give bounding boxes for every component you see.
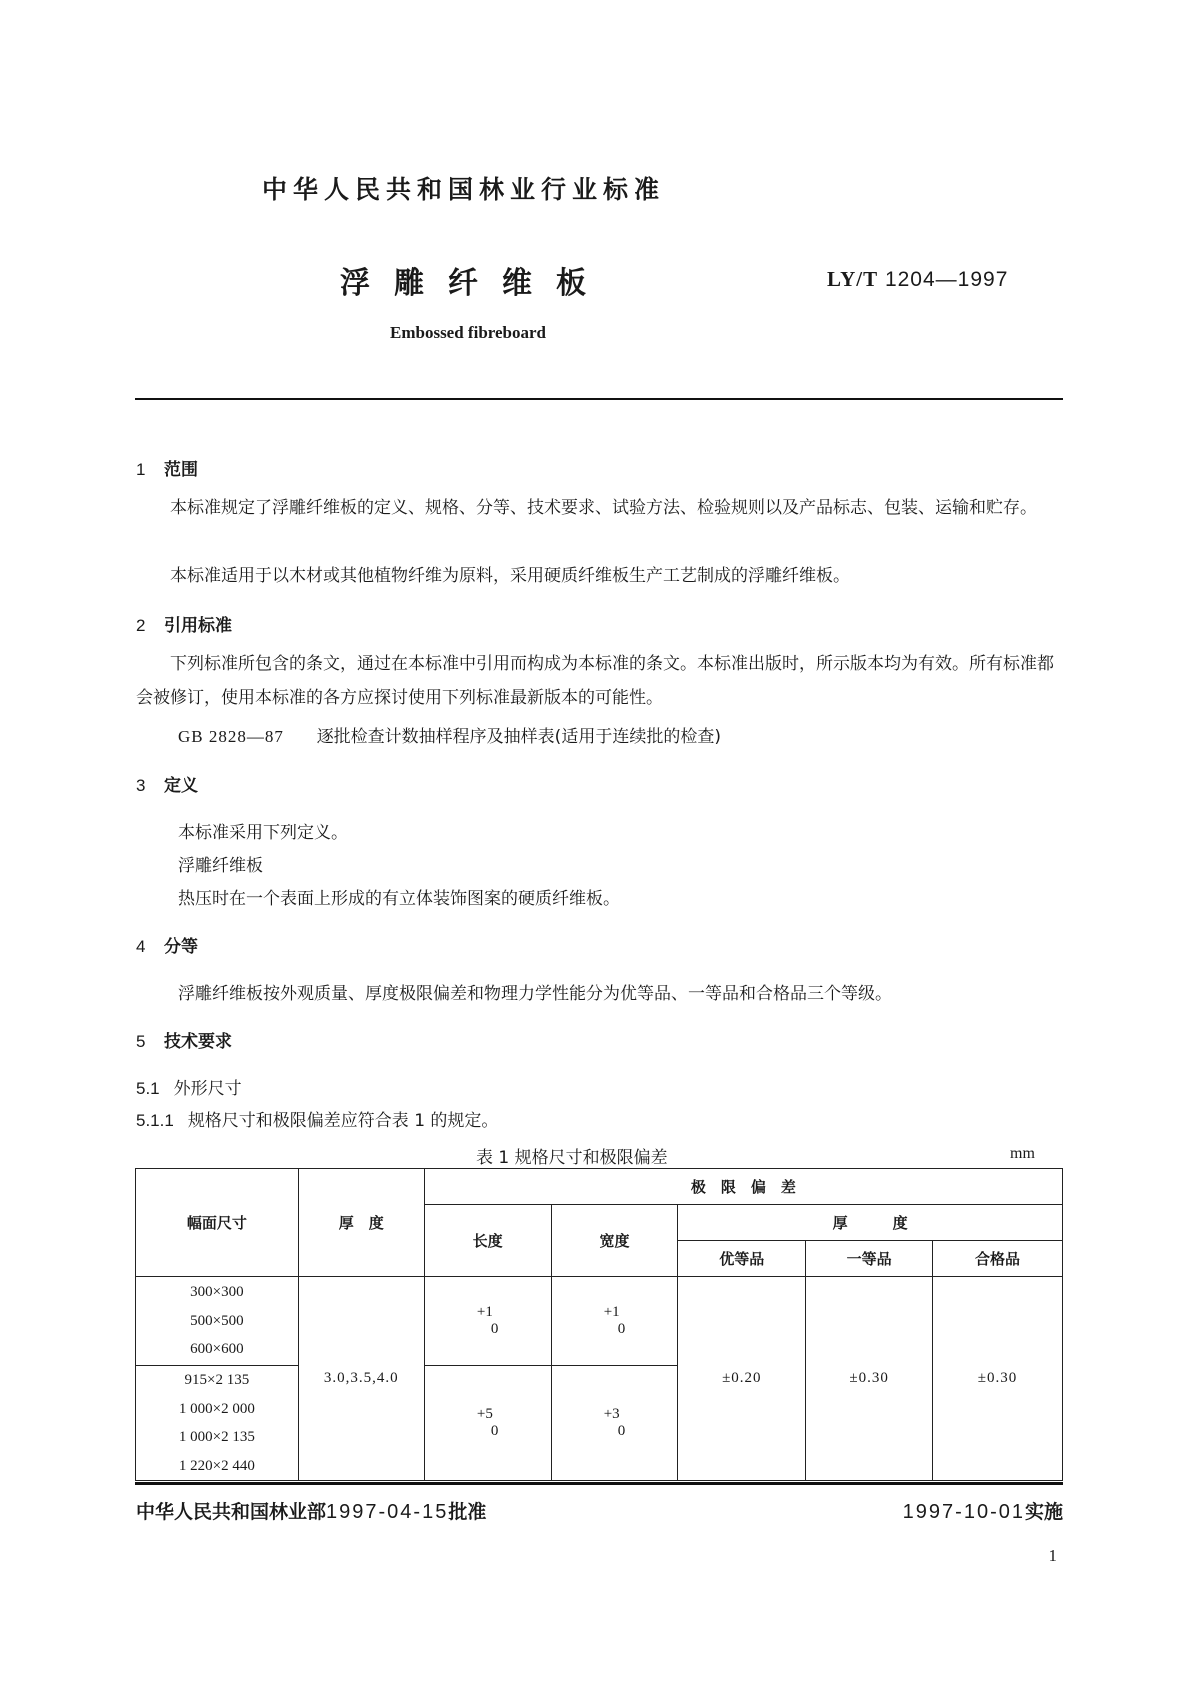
references-paragraph [136,647,1062,715]
section-number: 1 [136,460,146,479]
reference-item [178,722,721,747]
reference-title: 逐批检查计数抽样程序及抽样表(适用于连续批的检查) [316,727,721,747]
header-grade-qualified: 合格品 [933,1241,1063,1277]
section-number: 2 [136,616,146,635]
thickness-tolerance-first: ±0.30 [806,1277,933,1481]
document-title: 浮雕纤维板 [340,266,610,301]
english-subtitle: Embossed fibreboard [390,323,547,342]
footer-divider [135,1482,1063,1485]
approval-line [136,1497,486,1524]
approver: 中华人民共和国林业部 [136,1501,327,1523]
length-tolerance-cell [424,1277,551,1366]
header-thickness-group: 厚 度 [678,1205,1063,1241]
width-tolerance-cell [551,1366,678,1481]
subsection-5-1 [136,1074,242,1099]
section-heading-scope [136,455,198,480]
subsection-title: 外形尺寸 [173,1079,242,1099]
grading-paragraph: 浮雕纤维板按外观质量、厚度极限偏差和物理力学性能分为优等品、一等品和合格品三个等级。 [178,984,892,1004]
header-divider [135,398,1063,400]
definition-line-1: 本标准采用下列定义。 [178,823,348,843]
thickness-tolerance-qualified: ±0.30 [933,1277,1063,1481]
tolerance-lower: 0 [490,1321,499,1337]
section-title: 范围 [164,460,198,480]
reference-code: GB 2828—87 [178,727,284,746]
thickness-values-cell: 3.0,3.5,4.0 [298,1277,424,1481]
scope-paragraph-2 [136,559,1062,593]
paragraph-text: 本标准规定了浮雕纤维板的定义、规格、分等、技术要求、试验方法、检验规则以及产品标志、包装、运输和贮存。 [170,498,1037,518]
standard-body-heading: 中华人民共和国林业行业标准 [262,175,666,204]
subsection-title: 规格尺寸和极限偏差应符合表 1 的规定。 [187,1111,499,1131]
header-thickness: 厚 度 [298,1169,424,1277]
definition-term: 浮雕纤维板 [178,856,263,876]
size-value: 600×600 [190,1341,244,1358]
size-value: 1 000×2 135 [178,1429,255,1445]
header-tolerance-group: 极 限 偏 差 [424,1169,1062,1205]
header-length: 长度 [424,1205,551,1277]
standard-code-number: 1204—1997 [884,268,1009,291]
tolerance-lower: 0 [617,1321,626,1337]
definition-text: 热压时在一个表面上形成的有立体装饰图案的硬质纤维板。 [178,889,620,909]
section-number: 3 [136,776,146,795]
width-tolerance-cell [551,1277,678,1366]
section-title: 引用标准 [164,616,232,636]
approval-suffix: 批准 [448,1501,487,1523]
spec-table [135,1168,1063,1481]
standard-code-prefix: LY/T [827,267,879,291]
section-heading-references [136,611,232,636]
tolerance-upper: +3 [603,1406,620,1422]
section-heading-definitions [136,771,198,796]
size-value: 1 220×2 440 [178,1457,255,1474]
tolerance-lower: 0 [617,1423,626,1439]
header-width: 宽度 [551,1205,678,1277]
header-grade-superior: 优等品 [678,1241,806,1277]
size-value: 1 000×2 000 [178,1400,255,1417]
table-caption: 表 1 规格尺寸和极限偏差 [476,1148,668,1168]
length-tolerance-cell [424,1366,551,1481]
page-number: 1 [1048,1546,1057,1565]
table-unit: mm [1010,1145,1035,1162]
subsection-5-1-1 [136,1106,498,1131]
section-heading-grading [136,932,198,957]
scope-paragraph-1 [136,491,1062,525]
tolerance-upper: +1 [603,1304,620,1320]
header-size: 幅面尺寸 [136,1169,299,1277]
tolerance-upper: +5 [476,1406,493,1422]
section-heading-technical-requirements [136,1027,232,1052]
thickness-tolerance-superior: ±0.20 [678,1277,806,1481]
subsection-number: 5.1.1 [136,1111,174,1130]
section-title: 定义 [164,776,198,796]
table-row [136,1277,1063,1366]
section-title: 分等 [164,937,198,957]
paragraph-text: 下列标准所包含的条文，通过在本标准中引用而构成为本标准的条文。本标准出版时，所示版本均为有效。所有标准都会被修订，使用本标准的各方应探讨使用下列标准最新版本的可能性。 [136,654,1054,708]
subsection-number: 5.1 [136,1079,160,1098]
header-grade-first: 一等品 [806,1241,933,1277]
effective-line [903,1497,1063,1524]
paragraph-text: 本标准适用于以木材或其他植物纤维为原料，采用硬质纤维板生产工艺制成的浮雕纤维板。 [170,566,850,586]
tolerance-lower: 0 [490,1423,499,1439]
size-value: 915×2 135 [184,1372,250,1388]
standard-code [827,267,1008,292]
effective-date: 1997-10-01 [902,1501,1025,1523]
size-value: 500×500 [190,1312,244,1329]
section-number: 4 [136,937,146,956]
size-value: 300×300 [190,1284,244,1301]
approval-date: 1997-04-15 [326,1501,449,1523]
section-title: 技术要求 [164,1032,232,1052]
effective-suffix: 实施 [1024,1501,1063,1523]
tolerance-upper: +1 [476,1304,493,1320]
section-number: 5 [136,1032,146,1051]
size-cell [136,1366,299,1481]
size-cell [136,1277,299,1366]
